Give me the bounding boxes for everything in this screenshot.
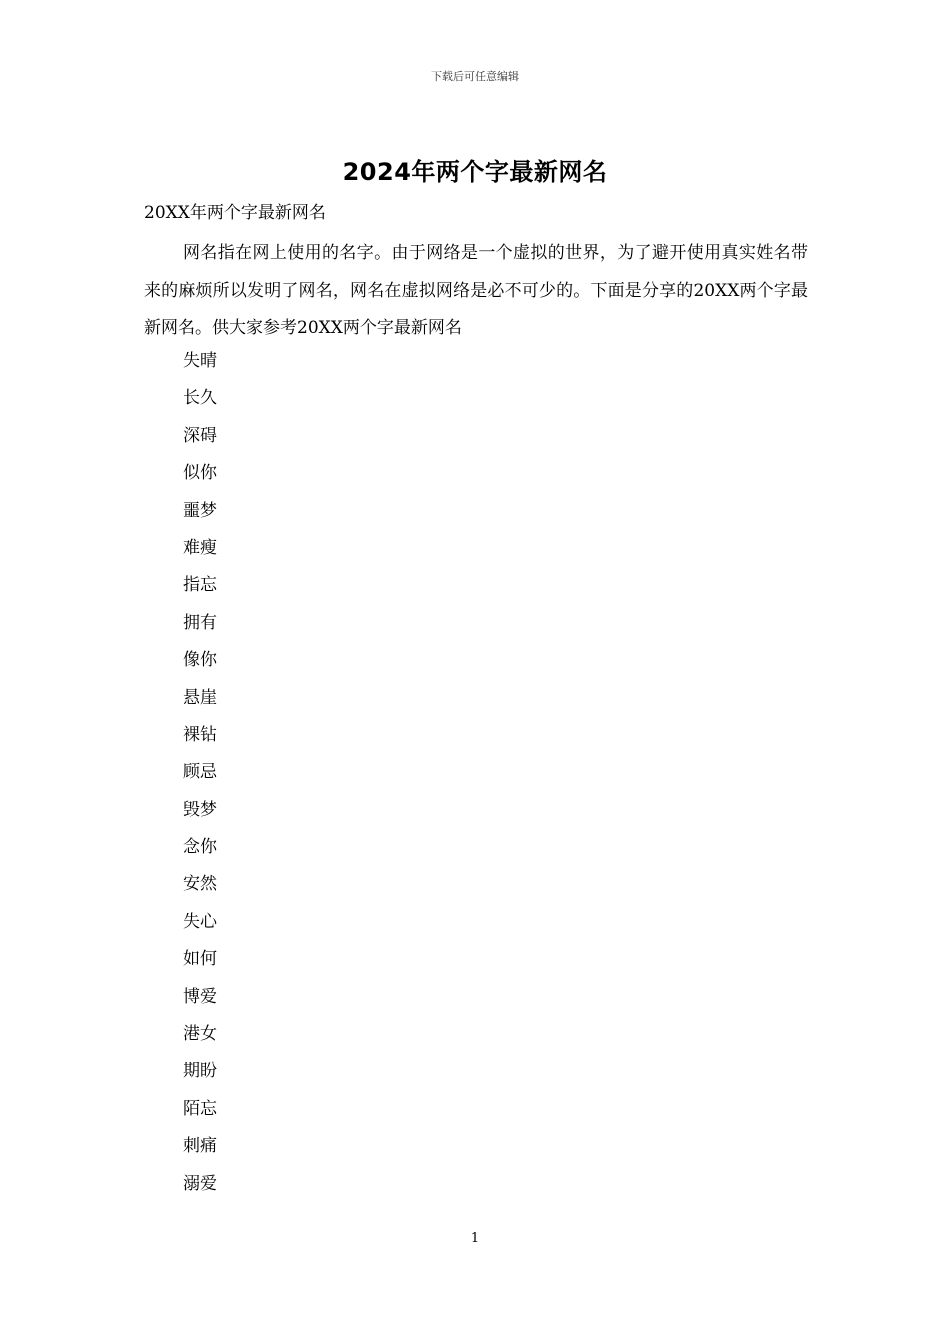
list-item: 顾忌 [183,762,217,783]
list-item: 安然 [183,874,217,895]
list-item: 博爱 [183,986,217,1007]
page-number: 1 [470,1231,480,1246]
name-list [183,343,217,1203]
list-item: 刺痛 [183,1136,217,1157]
page-header: 下载后可任意编辑 [431,70,519,83]
list-item: 深碍 [183,425,217,446]
list-item: 失心 [183,911,217,932]
intro-paragraph: 网名指在网上使用的名字。由于网络是一个虚拟的世界，为了避开使用真实姓名带来的麻烦所以发明了网名，网名在虚拟网络是必不可少的。下面是分享的20XX两个字最新网名。供大家参考20XX两个字最新网名 [144,243,808,338]
list-item: 溺爱 [183,1173,217,1194]
list-item: 噩梦 [183,500,217,521]
list-item: 如何 [183,949,217,970]
list-item: 裸钻 [183,724,217,745]
document-subtitle: 20XX年两个字最新网名 [144,203,326,223]
list-item: 陌忘 [183,1098,217,1119]
list-item: 失晴 [183,351,217,371]
list-item: 拥有 [183,612,217,633]
list-item: 似你 [183,463,217,484]
list-item: 像你 [183,650,217,671]
list-item: 指忘 [183,575,217,596]
list-item: 念你 [183,837,217,858]
list-item: 难瘦 [183,537,217,558]
list-item: 悬崖 [183,687,217,708]
list-item: 长久 [183,388,217,409]
document-title: 2024年两个字最新网名 [342,158,608,186]
list-item: 毁梦 [183,799,217,820]
list-item: 期盼 [183,1061,217,1082]
list-item: 港女 [183,1024,217,1045]
